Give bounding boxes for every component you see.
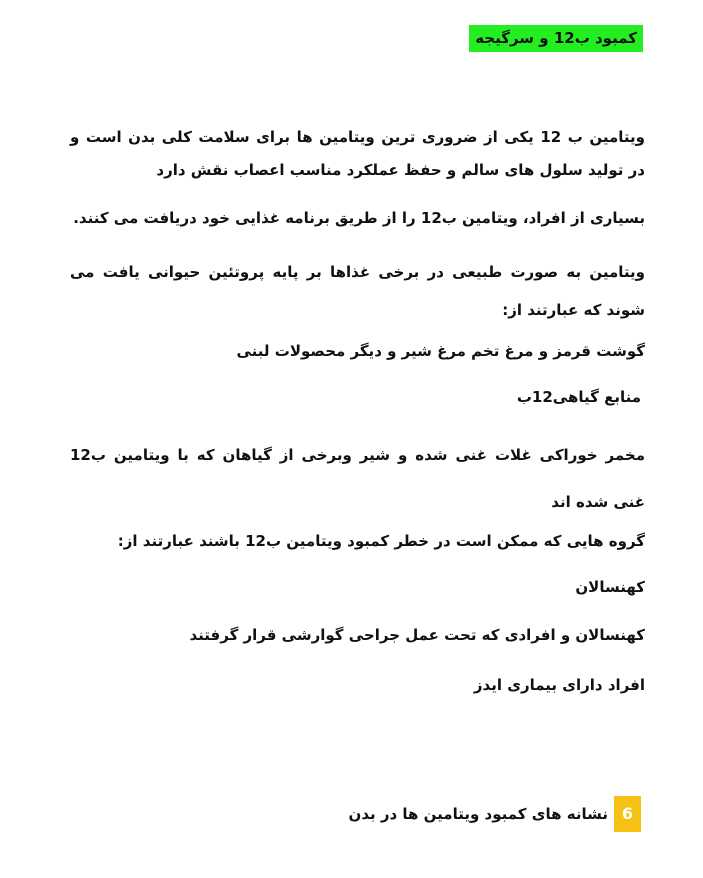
subheading-plant-sources: منابع گیاهی12ب — [516, 388, 641, 406]
section-title: نشانه های کمبود ویتامین ها در بدن — [348, 805, 608, 823]
paragraph-plant-foods: مخمر خوراکی غلات غنی شده و شیر وبرخی از گیاهان که با ویتامین ب12 غنی شده اند — [70, 446, 645, 511]
section-number-badge: 6 — [614, 796, 641, 832]
next-section-heading — [349, 796, 641, 832]
section-heading-badge: کمبود ب12 و سرگیجه — [469, 25, 643, 52]
list-item-surgery: کهنسالان و افرادی که تحت عمل جراحی گوارشی قرار گرفتند — [189, 626, 645, 644]
list-item-aids: افراد دارای بیماری ایدز — [473, 676, 645, 694]
list-item-elderly: کهنسالان — [575, 578, 645, 596]
paragraph-risk-groups: گروه هایی که ممکن است در خطر کمبود ویتامین ب12 باشند عبارتند از: — [117, 532, 645, 550]
paragraph-animal-sources: ویتامین به صورت طبیعی در برخی غذاها بر پایه پروتئین حیوانی یافت می شوند که عبارتند از: — [70, 263, 645, 319]
list-item-animal-foods: گوشت قرمز و مرغ تخم مرغ شیر و دیگر محصولات لبنی — [236, 342, 645, 360]
paragraph-diet: بسیاری از افراد، ویتامین ب12 را از طریق برنامه غذایی خود دریافت می کنند. — [73, 209, 645, 227]
paragraph-intro: ویتامین ب 12 یکی از ضروری ترین ویتامین ها برای سلامت کلی بدن است و در تولید سلول های سالم و حفظ عملکرد مناسب اعصاب نقش دارد — [70, 128, 645, 179]
